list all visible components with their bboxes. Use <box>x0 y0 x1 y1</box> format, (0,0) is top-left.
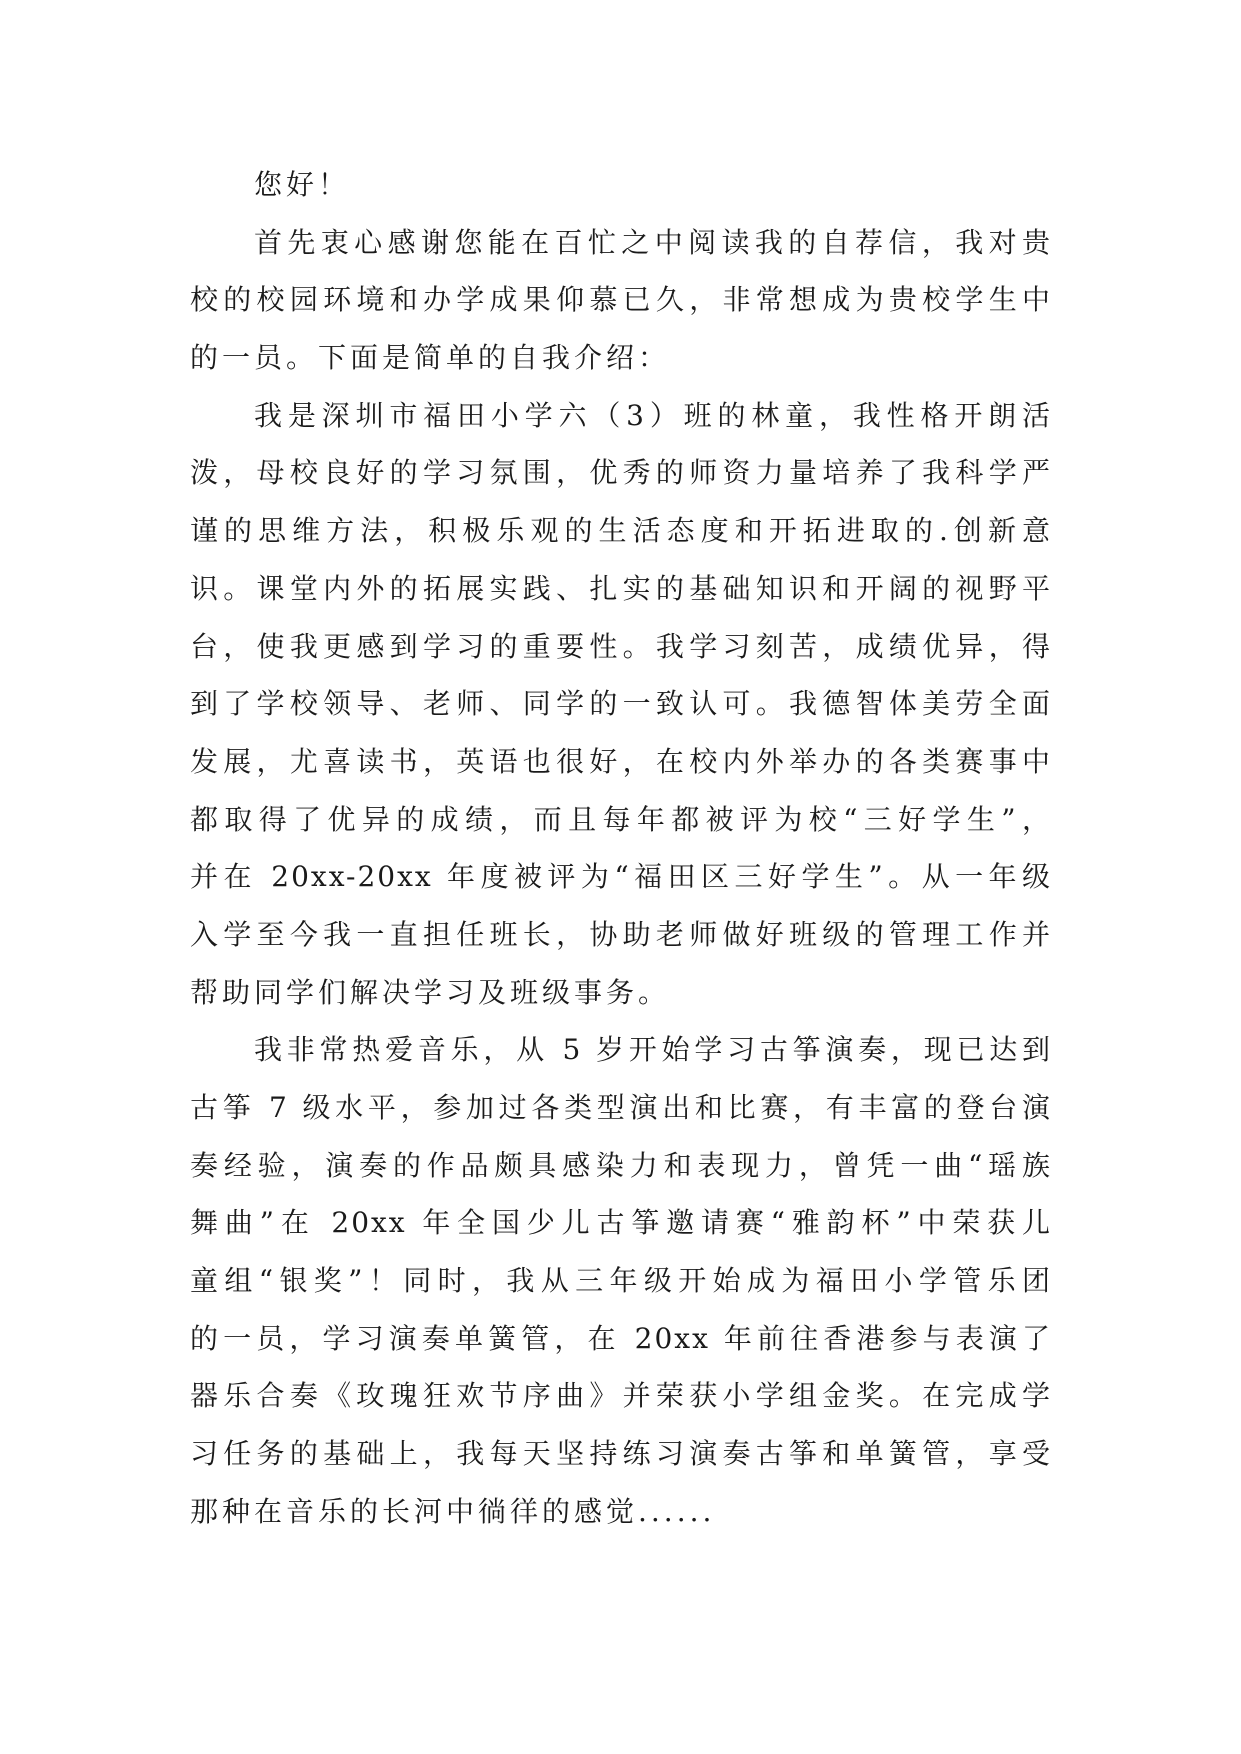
paragraph-line: 的一员。下面是简单的自我介绍： <box>190 341 671 375</box>
paragraph-line: 帮助同学们解决学习及班级事务。 <box>190 975 671 1009</box>
paragraph-line: 舞曲”在 20xx 年全国少儿古筝邀请赛“雅韵杯”中荣获儿 <box>190 1206 1052 1240</box>
paragraph-line: 都取得了优异的成绩，而且每年都被评为校“三好学生”， <box>190 802 1052 836</box>
paragraph-line: 那种在音乐的长河中徜徉的感觉...... <box>190 1494 716 1528</box>
paragraph-line: 泼，母校良好的学习氛围，优秀的师资力量培养了我科学严 <box>190 456 1052 490</box>
greeting-line: 您好！ <box>254 168 351 201</box>
paragraph-line: 古筝 7 级水平，参加过各类型演出和比赛，有丰富的登台演 <box>190 1091 1052 1124</box>
paragraph-line: 器乐合奏《玫瑰狂欢节序曲》并荣获小学组金奖。在完成学 <box>190 1379 1052 1413</box>
paragraph-line: 习任务的基础上，我每天坚持练习演奏古筝和单簧管，享受 <box>190 1437 1052 1471</box>
paragraph-line: 首先衷心感谢您能在百忙之中阅读我的自荐信，我对贵 <box>254 225 1052 259</box>
paragraph-line: 到了学校领导、老师、同学的一致认可。我德智体美劳全面 <box>190 687 1052 721</box>
paragraph-line: 识。课堂内外的拓展实践、扎实的基础知识和开阔的视野平 <box>190 571 1052 605</box>
paragraph-self-introduction <box>190 387 1052 1022</box>
paragraph-music <box>190 1021 1052 1540</box>
paragraph-line: 发展，尤喜读书，英语也很好，在校内外举办的各类赛事中 <box>190 744 1052 778</box>
paragraph-line: 奏经验，演奏的作品颇具感染力和表现力，曾凭一曲“瑶族 <box>190 1148 1052 1182</box>
paragraph-line: 我是深圳市福田小学六（3）班的林童，我性格开朗活 <box>254 398 1052 432</box>
paragraph-line: 台，使我更感到学习的重要性。我学习刻苦，成绩优异，得 <box>190 629 1052 663</box>
paragraph-line: 校的校园环境和办学成果仰慕已久，非常想成为贵校学生中 <box>190 283 1052 317</box>
paragraph-line: 入学至今我一直担任班长，协助老师做好班级的管理工作并 <box>190 917 1052 951</box>
paragraph-line: 童组“银奖”！同时，我从三年级开始成为福田小学管乐团 <box>190 1264 1052 1298</box>
letter-body <box>190 156 1052 1541</box>
paragraph-line: 并在 20xx-20xx 年度被评为“福田区三好学生”。从一年级 <box>190 860 1052 894</box>
paragraph-line: 谨的思维方法，积极乐观的生活态度和开拓进取的.创新意 <box>190 514 1052 548</box>
paragraph-intro <box>190 214 1052 387</box>
paragraph-line: 的一员，学习演奏单簧管，在 20xx 年前往香港参与表演了 <box>190 1321 1052 1355</box>
paragraph-line: 我非常热爱音乐，从 5 岁开始学习古筝演奏，现已达到 <box>254 1033 1052 1067</box>
